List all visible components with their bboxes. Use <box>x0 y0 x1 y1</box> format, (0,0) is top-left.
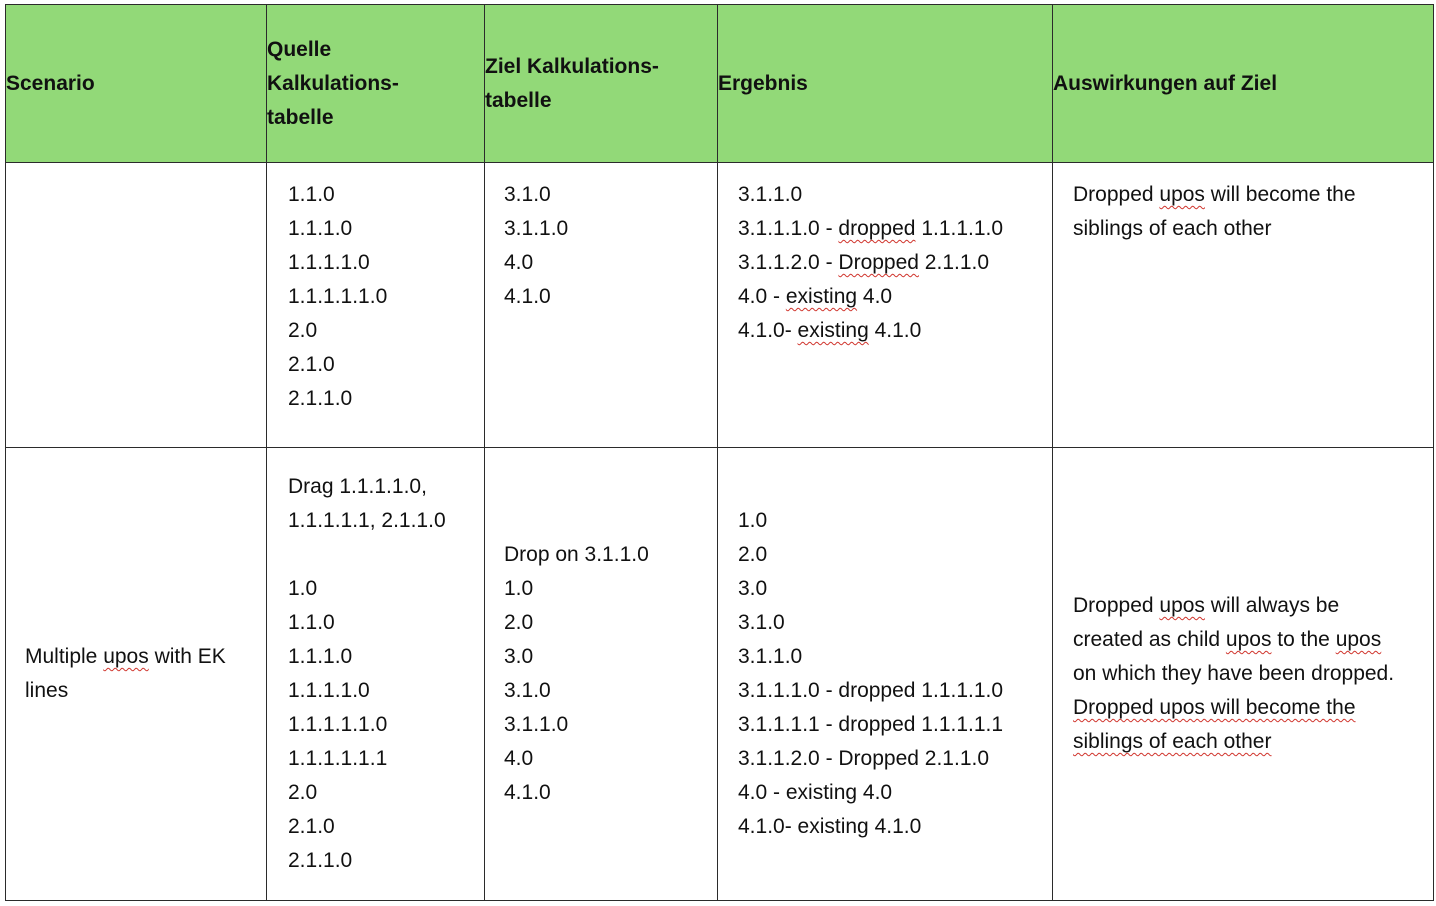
table-row <box>6 163 1434 448</box>
scenario-cell <box>6 163 267 448</box>
header-quelle: Quelle Kalkulations- tabelle <box>267 5 485 163</box>
table-header-row <box>6 5 1434 163</box>
table-row <box>6 448 1434 901</box>
quelle-cell: Drag 1.1.1.1.0, 1.1.1.1.1, 2.1.1.0 1.0 1.1.0 1.1.1.0 1.1.1.1.0 1.1.1.1.1.0 1.1.1.1.1.1 2.0 2.1.0 2.1.1.0 <box>267 448 485 901</box>
auswirkungen-paragraph-1: Dropped upos will always be created as child upos to the upos on which they have been dropped. <box>1073 594 1395 685</box>
header-scenario: Scenario <box>6 5 267 163</box>
ergebnis-cell: 3.1.1.0 3.1.1.1.0 - dropped 1.1.1.1.0 3.1.1.2.0 - Dropped 2.1.1.0 4.0 - existing 4.0 4.1.0- existing 4.1.0 <box>718 163 1053 448</box>
header-ziel: Ziel Kalkulations- tabelle <box>485 5 718 163</box>
header-ergebnis: Ergebnis <box>718 5 1053 163</box>
ergebnis-cell: 1.0 2.0 3.0 3.1.0 3.1.1.0 3.1.1.1.0 - dropped 1.1.1.1.0 3.1.1.1.1 - dropped 1.1.1.1.1 3.1.1.2.0 - Dropped 2.1.1.0 4.0 - existing 4.0 4.1.0- existing 4.1.0 <box>718 448 1053 901</box>
quelle-cell: 1.1.0 1.1.1.0 1.1.1.1.0 1.1.1.1.1.0 2.0 2.1.0 2.1.1.0 <box>267 163 485 448</box>
scenario-table <box>5 4 1434 901</box>
ziel-cell: 3.1.0 3.1.1.0 4.0 4.1.0 <box>485 163 718 448</box>
scenario-cell: Multiple upos with EK lines <box>6 448 267 901</box>
auswirkungen-cell: Dropped upos will become the siblings of each other <box>1053 163 1434 448</box>
auswirkungen-cell <box>1053 448 1434 901</box>
auswirkungen-paragraph-2: Dropped upos will become the siblings of each other <box>1073 696 1356 753</box>
header-auswirkungen: Auswirkungen auf Ziel <box>1053 5 1434 163</box>
ziel-cell: Drop on 3.1.1.0 1.0 2.0 3.0 3.1.0 3.1.1.0 4.0 4.1.0 <box>485 448 718 901</box>
